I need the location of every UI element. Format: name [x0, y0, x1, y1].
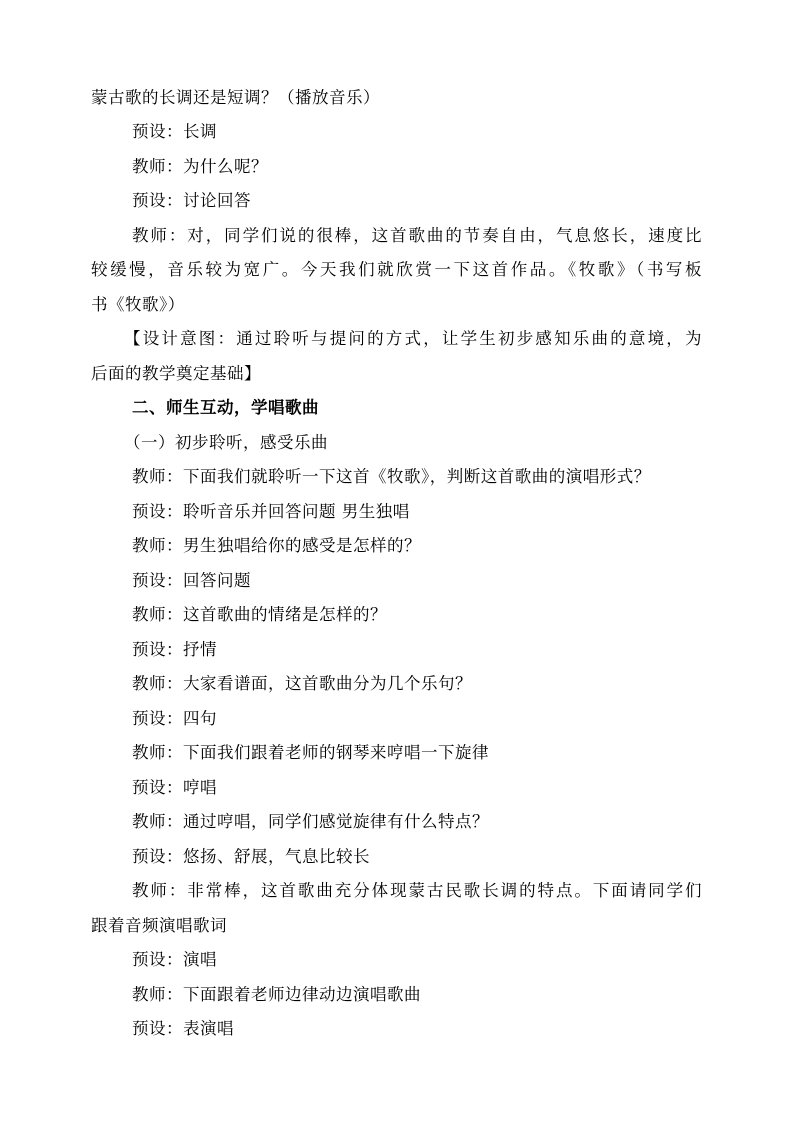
paragraph-line: 预设：回答问题 [132, 571, 251, 590]
paragraph-line: 教师：下面我们就聆听一下这首《牧歌》，判断这首歌曲的演唱形式？ [132, 467, 651, 486]
design-intent-line: 后面的教学奠定基础】 [91, 364, 261, 383]
paragraph-line: 教师：下面我们跟着老师的钢琴来哼唱一下旋律 [132, 743, 489, 762]
paragraph-line: 教师：非常棒，这首歌曲充分体现蒙古民歌长调的特点。下面请同学们 [132, 881, 702, 900]
paragraph-line: 预设：哼唱 [132, 778, 217, 797]
paragraph-line: 教师：大家看谱面，这首歌曲分为几个乐句？ [132, 674, 472, 693]
paragraph-line: 教师：下面跟着老师边律动边演唱歌曲 [132, 985, 421, 1004]
paragraph-line: 书《牧歌》） [91, 295, 185, 314]
paragraph-line: 预设：长调 [132, 122, 217, 141]
paragraph-line: 教师：这首歌曲的情绪是怎样的？ [132, 605, 387, 624]
paragraph-line: 较缓慢，音乐较为宽广。今天我们就欣赏一下这首作品。《牧歌》（书写板 [91, 260, 702, 279]
paragraph-line: 教师：男生独唱给你的感受是怎样的？ [132, 536, 421, 555]
design-intent-line: 【设计意图：通过聆听与提问的方式，让学生初步感知乐曲的意境，为 [124, 329, 702, 348]
paragraph-line: 预设：聆听音乐并回答问题 男生独唱 [132, 502, 410, 521]
paragraph-line: 蒙古歌的长调还是短调？（播放音乐） [91, 88, 380, 107]
paragraph-line: 预设：悠扬、舒展，气息比较长 [132, 847, 370, 866]
paragraph-line: 教师：通过哼唱，同学们感觉旋律有什么特点？ [132, 812, 489, 831]
paragraph-line: 教师：为什么呢？ [132, 157, 268, 176]
subsection-heading: （一）初步聆听，感受乐曲 [124, 433, 328, 452]
section-heading: 二、师生互动，学唱歌曲 [132, 398, 319, 417]
paragraph-line: 预设：讨论回答 [132, 191, 251, 210]
paragraph-line: 预设：演唱 [132, 950, 217, 969]
paragraph-line: 预设：四句 [132, 709, 217, 728]
paragraph-line: 预设：抒情 [132, 640, 217, 659]
paragraph-line: 预设：表演唱 [132, 1019, 234, 1038]
paragraph-line: 教师：对，同学们说的很棒，这首歌曲的节奏自由，气息悠长，速度比 [132, 226, 702, 245]
paragraph-line: 跟着音频演唱歌词 [91, 916, 227, 935]
